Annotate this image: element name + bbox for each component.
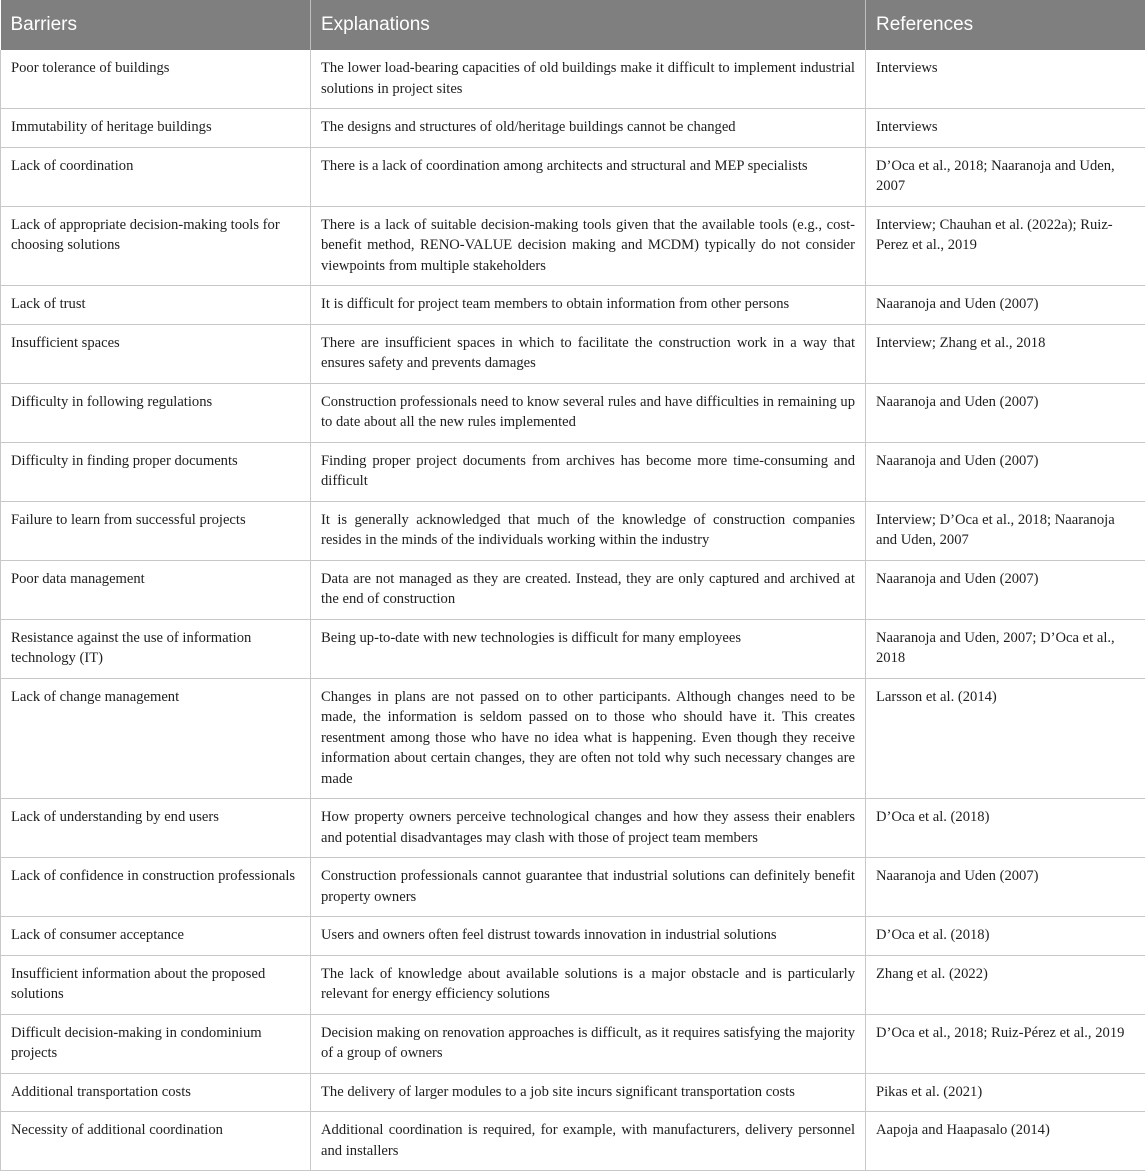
cell-reference: D’Oca et al., 2018; Naaranoja and Uden, 2007	[866, 147, 1145, 206]
table-header	[1, 0, 1145, 50]
cell-explanation: It is generally acknowledged that much of the knowledge of construction companies resides in the minds of the individuals working within the industry	[311, 501, 866, 560]
cell-reference: Naaranoja and Uden (2007)	[866, 383, 1145, 442]
cell-barrier: Lack of confidence in construction professionals	[1, 858, 311, 917]
table-row	[1, 442, 1145, 501]
table-row	[1, 286, 1145, 325]
table-row	[1, 109, 1145, 148]
cell-explanation: Changes in plans are not passed on to other participants. Although changes need to be made, the information is seldom passed on to those who should have it. This creates resentment among those who have no idea what is happening. Even though they receive information about certain changes, they are often not told why such necessary changes are made	[311, 678, 866, 799]
cell-explanation: Decision making on renovation approaches is difficult, as it requires satisfying the majority of a group of owners	[311, 1014, 866, 1073]
cell-explanation: The delivery of larger modules to a job site incurs significant transportation costs	[311, 1073, 866, 1112]
cell-explanation: There are insufficient spaces in which to facilitate the construction work in a way that ensures safety and prevents damages	[311, 324, 866, 383]
cell-explanation: The lower load-bearing capacities of old buildings make it difficult to implement industrial solutions in project sites	[311, 50, 866, 109]
table-row	[1, 678, 1145, 799]
cell-reference: Naaranoja and Uden (2007)	[866, 560, 1145, 619]
cell-reference: D’Oca et al. (2018)	[866, 917, 1145, 956]
cell-barrier: Insufficient information about the proposed solutions	[1, 955, 311, 1014]
cell-reference: Aapoja and Haapasalo (2014)	[866, 1112, 1145, 1171]
table-row	[1, 206, 1145, 286]
cell-explanation: How property owners perceive technological changes and how they assess their enablers and potential disadvantages may clash with those of project team members	[311, 799, 866, 858]
cell-barrier: Difficult decision-making in condominium projects	[1, 1014, 311, 1073]
cell-explanation: Construction professionals need to know several rules and have difficulties in remaining up to date about all the new rules implemented	[311, 383, 866, 442]
table-row	[1, 799, 1145, 858]
header-barriers: Barriers	[1, 0, 311, 50]
table-row	[1, 383, 1145, 442]
table-row	[1, 560, 1145, 619]
cell-reference: Zhang et al. (2022)	[866, 955, 1145, 1014]
header-row	[1, 0, 1145, 50]
cell-reference: D’Oca et al., 2018; Ruiz-Pérez et al., 2019	[866, 1014, 1145, 1073]
cell-barrier: Lack of trust	[1, 286, 311, 325]
cell-explanation: There is a lack of suitable decision-making tools given that the available tools (e.g., cost-benefit method, RENO-VALUE decision making and MCDM) typically do not consider viewpoints from multiple stakeholders	[311, 206, 866, 286]
cell-explanation: Construction professionals cannot guarantee that industrial solutions can definitely benefit property owners	[311, 858, 866, 917]
table-row	[1, 1112, 1145, 1171]
cell-explanation: Users and owners often feel distrust towards innovation in industrial solutions	[311, 917, 866, 956]
cell-barrier: Failure to learn from successful projects	[1, 501, 311, 560]
table-row	[1, 619, 1145, 678]
table-row	[1, 1073, 1145, 1112]
cell-barrier: Additional transportation costs	[1, 1073, 311, 1112]
cell-reference: Pikas et al. (2021)	[866, 1073, 1145, 1112]
cell-reference: Interviews	[866, 109, 1145, 148]
cell-explanation: Finding proper project documents from archives has become more time-consuming and difficult	[311, 442, 866, 501]
cell-explanation: Additional coordination is required, for example, with manufacturers, delivery personnel and installers	[311, 1112, 866, 1171]
cell-explanation: Being up-to-date with new technologies is difficult for many employees	[311, 619, 866, 678]
cell-reference: Interviews	[866, 50, 1145, 109]
table-row	[1, 1014, 1145, 1073]
cell-barrier: Difficulty in finding proper documents	[1, 442, 311, 501]
cell-barrier: Resistance against the use of information technology (IT)	[1, 619, 311, 678]
header-explanations: Explanations	[311, 0, 866, 50]
table-row	[1, 324, 1145, 383]
cell-barrier: Poor tolerance of buildings	[1, 50, 311, 109]
table-row	[1, 147, 1145, 206]
table-row	[1, 50, 1145, 109]
table-row	[1, 501, 1145, 560]
cell-reference: Interview; D’Oca et al., 2018; Naaranoja and Uden, 2007	[866, 501, 1145, 560]
cell-barrier: Poor data management	[1, 560, 311, 619]
cell-barrier: Immutability of heritage buildings	[1, 109, 311, 148]
table-row	[1, 858, 1145, 917]
cell-explanation: It is difficult for project team members to obtain information from other persons	[311, 286, 866, 325]
cell-barrier: Insufficient spaces	[1, 324, 311, 383]
cell-explanation: The lack of knowledge about available solutions is a major obstacle and is particularly relevant for energy efficiency solutions	[311, 955, 866, 1014]
cell-barrier: Necessity of additional coordination	[1, 1112, 311, 1171]
cell-explanation: Data are not managed as they are created. Instead, they are only captured and archived at the end of construction	[311, 560, 866, 619]
cell-reference: Naaranoja and Uden (2007)	[866, 442, 1145, 501]
cell-barrier: Lack of coordination	[1, 147, 311, 206]
cell-barrier: Lack of appropriate decision-making tools for choosing solutions	[1, 206, 311, 286]
cell-reference: Naaranoja and Uden (2007)	[866, 286, 1145, 325]
cell-barrier: Lack of change management	[1, 678, 311, 799]
header-references: References	[866, 0, 1145, 50]
table-row	[1, 955, 1145, 1014]
cell-explanation: The designs and structures of old/heritage buildings cannot be changed	[311, 109, 866, 148]
cell-reference: Interview; Chauhan et al. (2022a); Ruiz-Perez et al., 2019	[866, 206, 1145, 286]
cell-reference: Naaranoja and Uden, 2007; D’Oca et al., 2018	[866, 619, 1145, 678]
table-body	[1, 50, 1145, 1171]
cell-reference: D’Oca et al. (2018)	[866, 799, 1145, 858]
cell-barrier: Lack of consumer acceptance	[1, 917, 311, 956]
cell-reference: Interview; Zhang et al., 2018	[866, 324, 1145, 383]
cell-explanation: There is a lack of coordination among architects and structural and MEP specialists	[311, 147, 866, 206]
cell-barrier: Difficulty in following regulations	[1, 383, 311, 442]
cell-reference: Larsson et al. (2014)	[866, 678, 1145, 799]
cell-barrier: Lack of understanding by end users	[1, 799, 311, 858]
cell-reference: Naaranoja and Uden (2007)	[866, 858, 1145, 917]
table-row	[1, 917, 1145, 956]
